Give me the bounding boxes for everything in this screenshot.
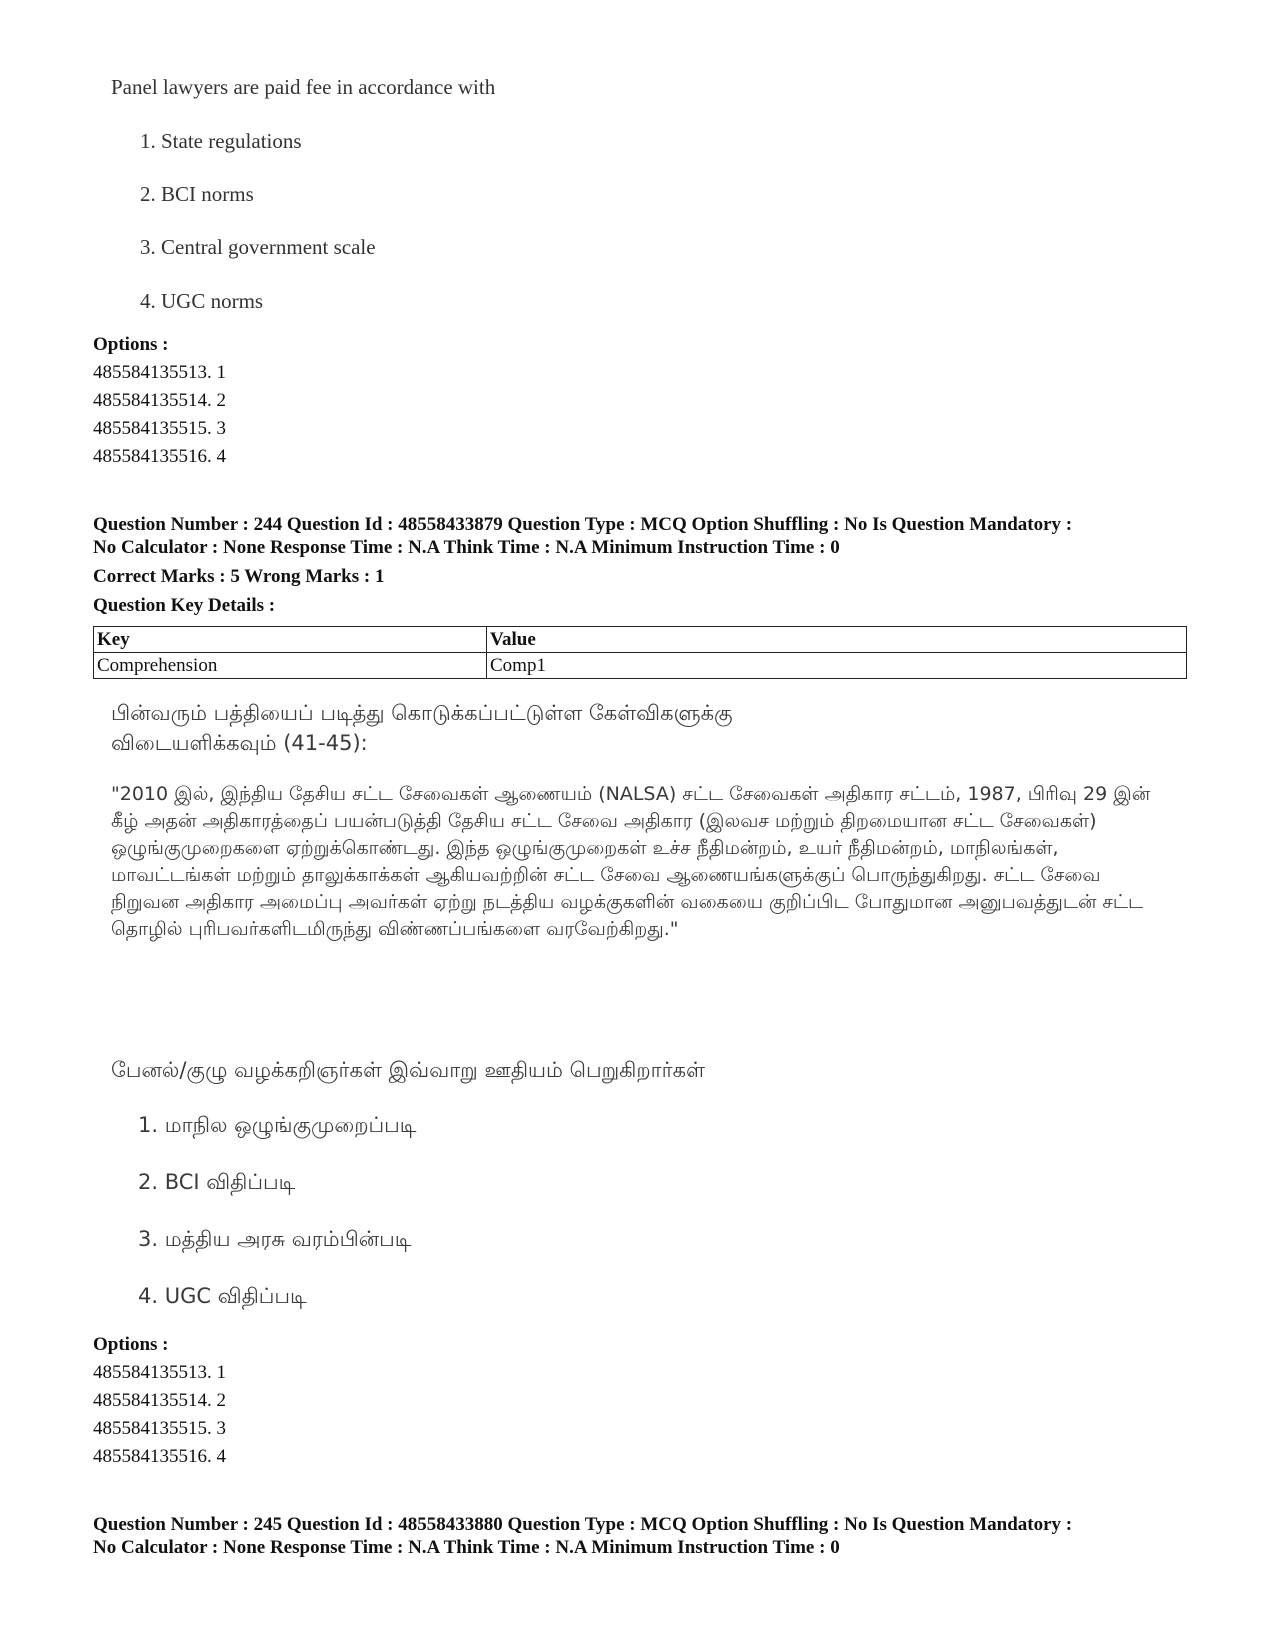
option-line: 485584135513. 1 (93, 362, 226, 383)
table-header-row (94, 627, 1187, 653)
option-line: 485584135514. 2 (93, 1390, 226, 1411)
choice-item: 3. Central government scale (140, 235, 376, 259)
option-line: 485584135516. 4 (93, 446, 226, 467)
table-cell-key: Comprehension (94, 653, 487, 679)
option-line: 485584135515. 3 (93, 1418, 226, 1439)
options-label: Options : (93, 334, 169, 355)
choice-item: 4. UGC norms (140, 289, 264, 313)
option-line: 485584135516. 4 (93, 1446, 226, 1467)
instruction-line-1: பின்வரும் பத்தியைப் படித்து கொடுக்கப்பட்டுள்ள கேள்விகளுக்கு (111, 701, 733, 725)
question-meta-line-1: Question Number : 245 Question Id : 48558433880 Question Type : MCQ Option Shuffling : No Is Question Mandatory : (93, 1514, 1073, 1535)
choice-item: 1. மாநில ஒழுங்குமுறைப்படி (138, 1113, 417, 1137)
choice-item: 2. BCI விதிப்படி (138, 1170, 296, 1194)
question-stem-english: Panel lawyers are paid fee in accordance with (111, 75, 496, 99)
table-row (94, 653, 1187, 679)
option-line: 485584135515. 3 (93, 418, 226, 439)
option-line: 485584135513. 1 (93, 1362, 226, 1383)
passage: "2010 இல், இந்திய தேசிய சட்ட சேவைகள் ஆணையம் (NALSA) சட்ட சேவைகள் அதிகார சட்டம், 1987, பிரிவு 29 இன் கீழ் அதன் அதிகாரத்தைப் பயன்படுத்தி தேசிய சட்ட சேவை அதிகார (இலவச மற்றும் திறமையான சட்ட சேவைகள்) ஒழுங்குமுறைகளை ஏற்றுக்கொண்டது. இந்த ஒழுங்குமுறைகள் உச்ச நீதிமன்றம், உயர் நீதிமன்றம், மாநிலங்கள், மாவட்டங்கள் மற்றும் தாலுக்காக்கள் ஆகியவற்றின் சட்ட சேவை ஆணையங்களுக்குப் பொருந்துகிறது. சட்ட சேவை நிறுவன அதிகார அமைப்பு அவர்கள் ஏற்று நடத்திய வழக்குகளின் வகையை குறிப்பிட போதுமான அனுபவத்துடன் சட்ட தொழில் புரிபவர்களிடமிருந்து விண்ணப்பங்களை வரவேற்கிறது." (111, 783, 1151, 940)
marks-line: Correct Marks : 5 Wrong Marks : 1 (93, 566, 385, 587)
choice-item: 2. BCI norms (140, 182, 254, 206)
instruction-line-2: விடையளிக்கவும் (41-45): (111, 731, 368, 755)
question-stem-tamil: பேனல்/குழு வழக்கறிஞர்கள் இவ்வாறு ஊதியம் பெறுகிறார்கள் (111, 1058, 705, 1082)
question-meta (93, 513, 1203, 559)
option-line: 485584135514. 2 (93, 390, 226, 411)
key-details-table (93, 626, 1187, 679)
table-cell-value: Comp1 (487, 653, 1187, 679)
question-meta-line-1: Question Number : 244 Question Id : 48558433879 Question Type : MCQ Option Shuffling : No Is Question Mandatory : (93, 514, 1073, 535)
key-details-label: Question Key Details : (93, 595, 276, 616)
choice-item: 4. UGC விதிப்படி (138, 1284, 307, 1308)
table-header-key: Key (94, 627, 487, 653)
question-meta-line-2: No Calculator : None Response Time : N.A Think Time : N.A Minimum Instruction Time : 0 (93, 537, 840, 558)
choice-item: 1. State regulations (140, 129, 302, 153)
options-label: Options : (93, 1334, 169, 1355)
table-header-value: Value (487, 627, 1187, 653)
question-meta (93, 1513, 1203, 1559)
question-meta-line-2: No Calculator : None Response Time : N.A Think Time : N.A Minimum Instruction Time : 0 (93, 1537, 840, 1558)
choice-item: 3. மத்திய அரசு வரம்பின்படி (138, 1227, 412, 1251)
